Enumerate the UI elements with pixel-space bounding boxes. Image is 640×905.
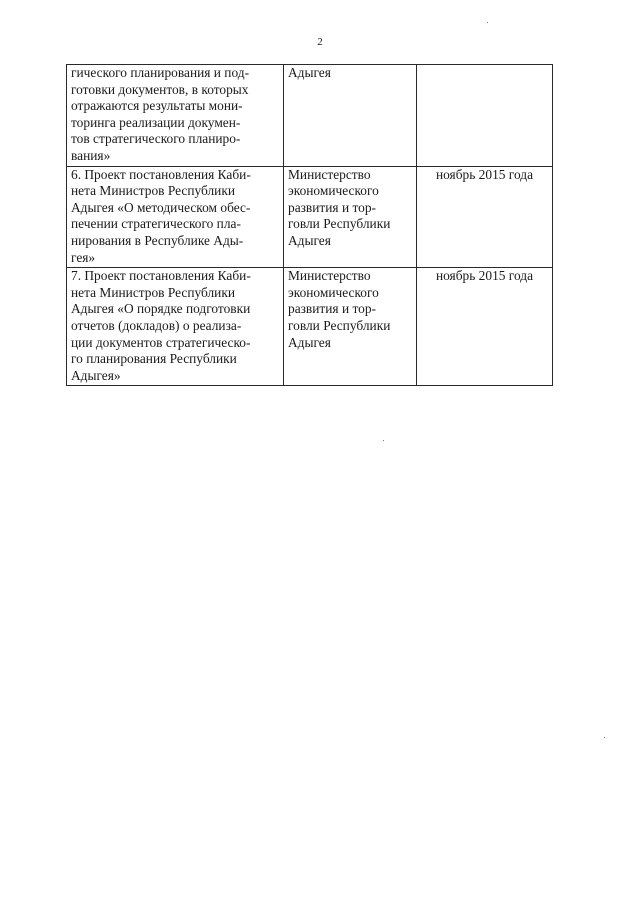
scan-speck	[383, 440, 384, 441]
table-cell-responsible: Министерство экономического развития и тор- говли Республики Адыгея	[284, 166, 417, 268]
scan-speck	[487, 22, 488, 23]
table-cell-deadline	[417, 65, 553, 167]
table-cell-deadline: ноябрь 2015 года	[417, 268, 553, 386]
scan-speck	[604, 737, 605, 738]
page-number: 2	[317, 36, 323, 48]
table-row	[67, 268, 553, 386]
table-cell-responsible: Министерство экономического развития и тор- говли Республики Адыгея	[284, 268, 417, 386]
table-row	[67, 65, 553, 167]
table-cell-deadline: ноябрь 2015 года	[417, 166, 553, 268]
table-row	[67, 166, 553, 268]
table-cell-name: 6. Проект постановления Каби- нета Министров Республики Адыгея «О методическом обес- печении стратегического пла- нирования в Республике Ады- гея»	[67, 166, 284, 268]
plan-table	[66, 64, 553, 386]
table-cell-name: гического планирования и под- готовки документов, в которых отражаются результаты мони- торинга реализации докумен- тов стратегического планиро- вания»	[67, 65, 284, 167]
table-cell-responsible: Адыгея	[284, 65, 417, 167]
table-cell-name: 7. Проект постановления Каби- нета Министров Республики Адыгея «О порядке подготовки отчетов (докладов) о реализа- ции документов стратегическо- го планирования Республики Адыгея»	[67, 268, 284, 386]
